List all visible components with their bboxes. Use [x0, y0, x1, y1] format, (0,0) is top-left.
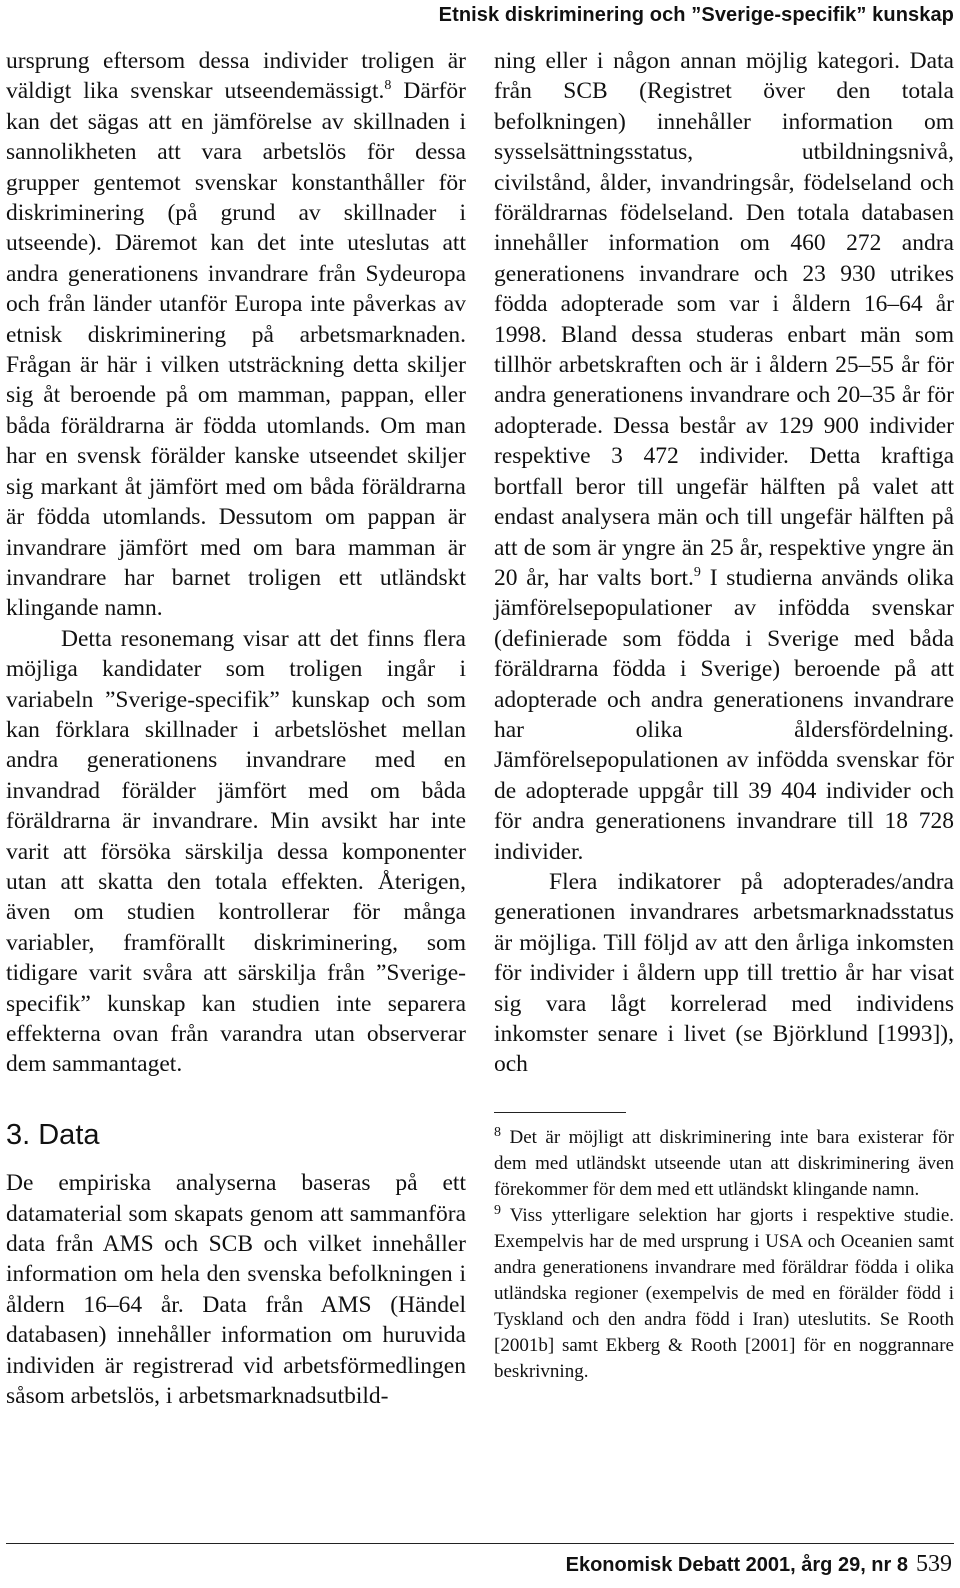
- left-column: [6, 46, 466, 1411]
- paragraph: ursprung eftersom dessa individer troligen är väldigt lika svenskar utseendemässigt.$^8$ Därför kan det sägas att en jämförelse av skillnaden i sannolikheten att vara arbetslös för dessa grupper gentemot svenskar konstanthåller för diskriminering (på grund av skillnader i utseende). Däremot kan det inte uteslutas att andra generationens invandrare från Sydeuropa och från länder utanför Europa inte påverkas av etnisk diskriminering på arbetsmarknaden. Frågan är här i vilken utsträckning detta skiljer sig åt beroende på om mamman, pappan, eller båda föräldrarna är födda utomlands. Om man har en svensk förälder kanske utseendet skiljer sig markant åt jämfört med om båda föräldrarna är födda utomlands. Dessutom om pappan är invandrare jämfört med om bara mamman är invandrare har barnet troligen ett utländskt klingande namn.: [6, 48, 466, 622]
- paragraph: ning eller i någon annan möjlig kategori. Data från SCB (Registret över den totala befolkningen) innehåller information om sysselsättningsstatus, utbildningsnivå, civilstånd, ålder, invandringsår, födelseland och föräldrarnas födelseland. Den totala databasen innehåller information om 460 272 andra generationens invandrare och 23 930 utrikes födda adopterade som var i åldern 16–64 år 1998. Bland dessa studeras enbart män som tillhör arbetskraften och är i åldern 25–55 år för andra generationens invandrare och 20–35 år för adopterade. Dessa består av 129 900 individer respektive 3 472 individer. Detta kraftiga bortfall beror till ungefär hälften på valet att endast analysera män och till ungefär hälften på att de som är yngre än 25 år, respektive yngre än 20 år, har valts bort.$^9$ I studierna används olika jämförelsepopulationer av infödda svenskar (definierade som födda i Sverige med båda föräldrarna födda i Sverige) beroende på att adopterade och andra generationens invandrare har olika åldersfördelning. Jämförelsepopulationen av infödda svenskar för de adopterade uppgår till 39 404 individer och för andra generationens invandrare till 18 728 individer.: [494, 48, 954, 865]
- page-footer: [566, 1551, 952, 1578]
- section-heading: 3. Data: [6, 1118, 100, 1151]
- running-header: Etnisk diskriminering och ”Sverige-specifik” kunskap: [438, 4, 954, 26]
- paragraph: Detta resonemang visar att det finns flera möjliga kandidater som troligen ingår i variabeln ”Sverige-specifik” kunskap och som kan förklara skillnader i arbetslöshet mellan andra generationens invandrare med en invandrad förälder jämfört med om båda föräldrarna är invandrare. Min avsikt har inte varit att försöka särskilja dessa komponenter utan att skatta den totala effekten. Återigen, även om studien kontrollerar för många variabler, framförallt diskriminering, som tidigare varit svåra att särskilja från ”Sverige-specifik” kunskap kan studien inte separera effekterna ovan från varandra utan observerar dem sammantaget.: [6, 625, 466, 1078]
- paragraph: De empiriska analyserna baseras på ett datamaterial som skapats genom att sammanföra data från AMS och SCB och vilket innehåller information om hela den svenska befolkningen i åldern 16–64 år. Data från AMS (Händel databasen) innehåller information om huruvida individen är registrerad vid arbetsförmedlingen såsom arbetslös, i arbetsmarknadsutbild-: [6, 1170, 466, 1410]
- footnote-9: $^9$ Viss ytterligare selektion har gjorts i respektive studie. Exempelvis har de med ursprung i USA och Oceanien samt andra generationens invandrare med föräldrar födda i olika utländska regioner (exempelvis de med en förälder född i Tyskland och den andra född i Iran) uteslutits. Se Rooth [2001b] samt Ekberg & Rooth [2001] för en noggrannare beskrivning.: [494, 1202, 954, 1382]
- footnote-8: $^8$ Det är möjligt att diskriminering inte bara existerar för dem med utländskt utseende utan att diskriminering även förekommer för dem med ett utländskt klingande namn.: [494, 1124, 954, 1200]
- right-column: [494, 46, 954, 1385]
- footer-divider: [6, 1543, 954, 1544]
- footnote-ref-9[interactable]: 9: [693, 564, 701, 580]
- footnote-divider: [494, 1112, 626, 1113]
- page-number: 539: [916, 1551, 952, 1577]
- journal-citation: Ekonomisk Debatt 2001, årg 29, nr 8: [565, 1554, 908, 1576]
- footnote-ref-8[interactable]: 8: [384, 78, 392, 94]
- paragraph: Flera indikatorer på adopterades/andra generationen invandrares arbetsmarknadsstatus är möjliga. Till följd av att den årliga inkomsten för individer i åldern upp till trettio år har visat sig vara lågt korrelerad med individens inkomster senare i livet (se Björklund [1993]), och: [494, 868, 954, 1078]
